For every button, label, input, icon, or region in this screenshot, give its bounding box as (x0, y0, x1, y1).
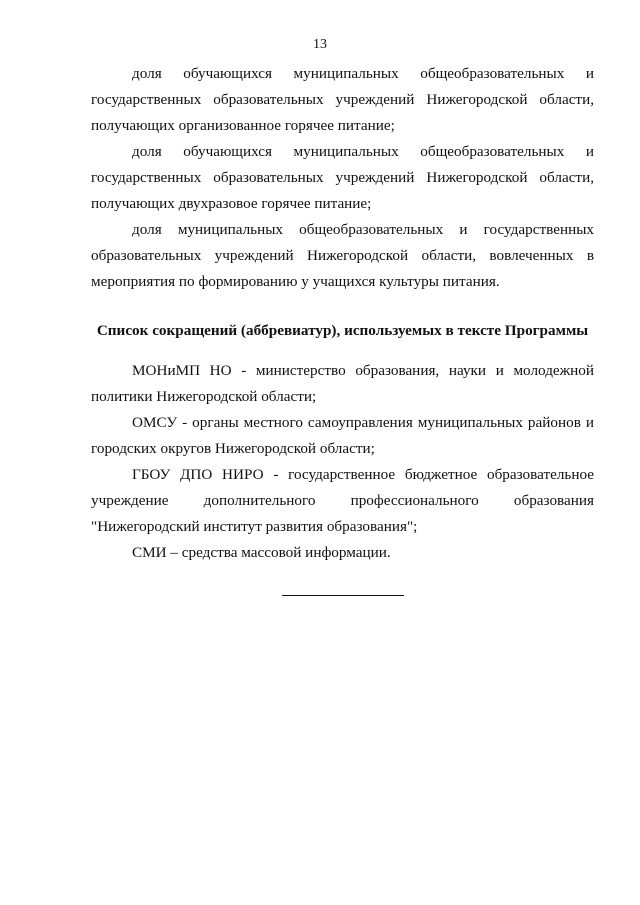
indicator-paragraph: доля обучающихся муниципальных общеобразовательных и государственных образовательных учреждений Нижегородской области, получающих двухразовое горячее питание; (91, 143, 594, 212)
abbreviation-item: ОМСУ - органы местного самоуправления муниципальных районов и городских округов Нижегородской области; (91, 414, 594, 457)
abbreviation-item: ГБОУ ДПО НИРО - государственное бюджетное образовательное учреждение дополнительного профессионального образования "Нижегородский институт развития образования"; (91, 466, 594, 535)
abbreviation-item: СМИ – средства массовой информации. (132, 544, 391, 561)
abbreviation-item: МОНиМП НО - министерство образования, науки и молодежной политики Нижегородской области; (91, 362, 594, 405)
abbreviations-heading: Список сокращений (аббревиатур), используемых в тексте Программы (96, 322, 589, 339)
page-number: 13 (313, 37, 327, 52)
indicator-paragraph: доля обучающихся муниципальных общеобразовательных и государственных образовательных учреждений Нижегородской области, получающих организованное горячее питание; (91, 65, 594, 134)
indicator-paragraph: доля муниципальных общеобразовательных и государственных образовательных учреждений Нижегородской области, вовлеченных в мероприятия по формированию у учащихся культуры питания. (91, 221, 594, 290)
abbreviations-list (91, 358, 594, 566)
page-content (91, 61, 594, 566)
end-of-text-rule (282, 595, 404, 596)
